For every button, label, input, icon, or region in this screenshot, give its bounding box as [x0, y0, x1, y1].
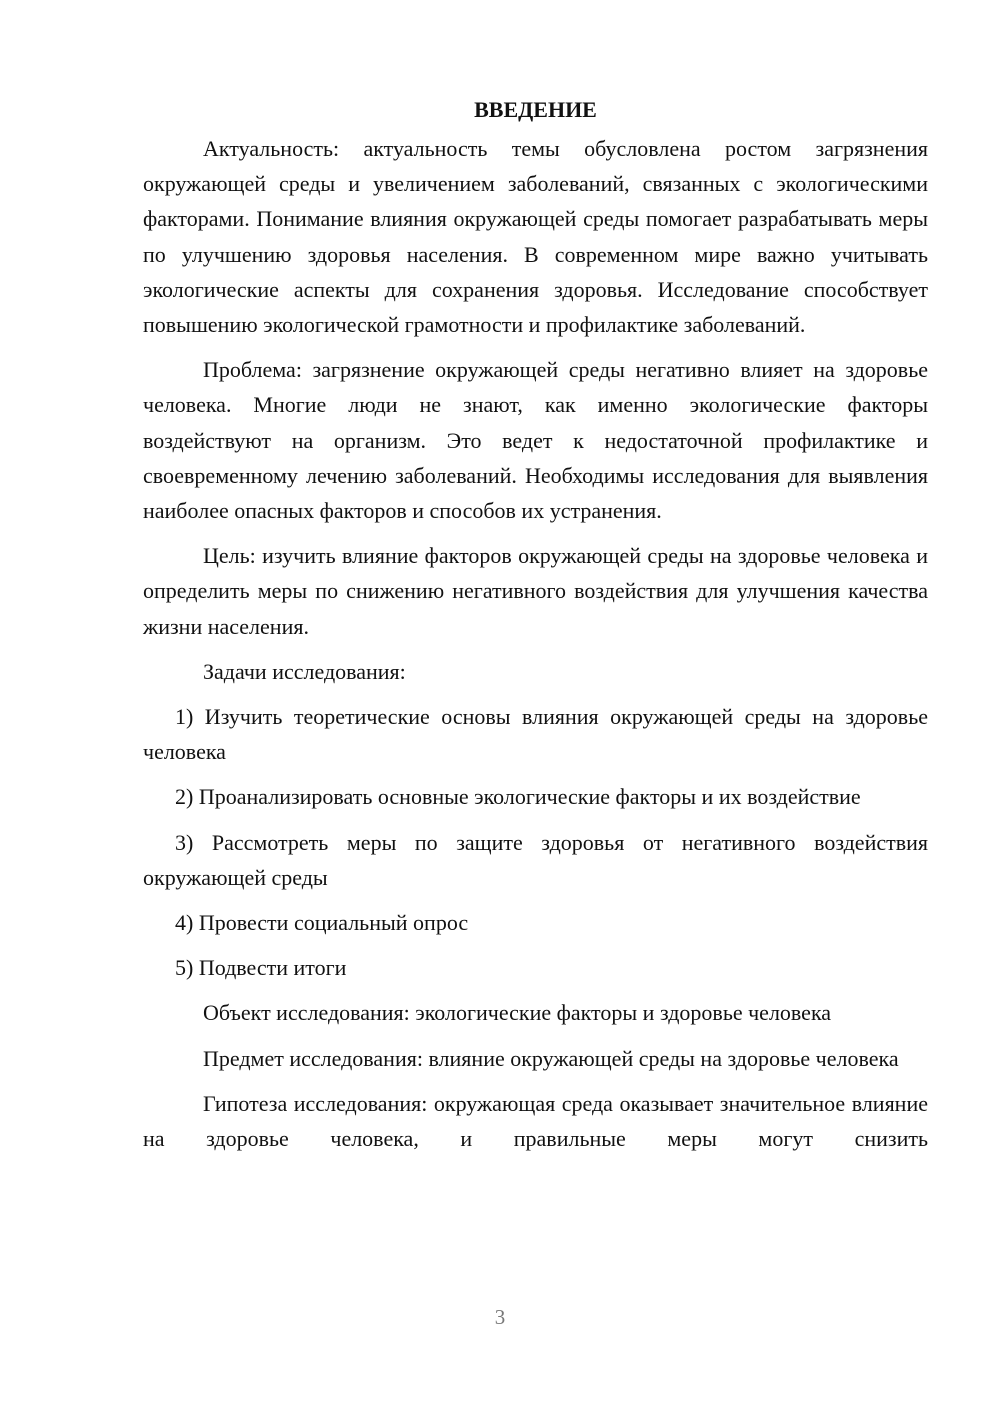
page-number: 3 [494, 1305, 506, 1329]
relevance-paragraph: Актуальность: актуальность темы обусловлена ростом загрязнения окружающей среды и увеличением заболеваний, связанных с экологическими факторами. Понимание влияния окружающей среды помогает разрабатывать меры по улучшению здоровья населения. В современном мире важно учитывать экологические аспекты для сохранения здоровья. Исследование способствует повышению экологической грамотности и профилактике заболеваний. [143, 136, 928, 338]
task-item-3: 3) Рассмотреть меры по защите здоровья от негативного воздействия окружающей среды [143, 829, 928, 890]
task-item-2: 2) Проанализировать основные экологические факторы и их воздействие [175, 784, 861, 810]
research-subject-paragraph: Предмет исследования: влияние окружающей среды на здоровье человека [203, 1045, 899, 1071]
task-item-4: 4) Провести социальный опрос [175, 910, 469, 936]
research-object-paragraph: Объект исследования: экологические факторы и здоровье человека [203, 1000, 832, 1026]
task-item-5: 5) Подвести итоги [175, 955, 347, 981]
task-item-1: 1) Изучить теоретические основы влияния окружающей среды на здоровье человека [143, 704, 928, 765]
goal-paragraph: Цель: изучить влияние факторов окружающей среды на здоровье человека и определить меры по снижению негативного воздействия для улучшения качества жизни населения. [143, 543, 928, 639]
tasks-heading: Задачи исследования: [203, 658, 406, 684]
document-page [143, 92, 928, 1166]
problem-paragraph: Проблема: загрязнение окружающей среды негативно влияет на здоровье человека. Многие люди не знают, как именно экологические факторы воздействуют на организм. Это ведет к недостаточной профилактике и своевременному лечению заболеваний. Необходимы исследования для выявления наиболее опасных факторов и способов их устранения. [143, 357, 928, 524]
page-title: ВВЕДЕНИЕ [474, 97, 597, 122]
hypothesis-paragraph: Гипотеза исследования: окружающая среда оказывает значительное влияние на здоровье человека, и правильные меры могут снизить [143, 1090, 928, 1152]
